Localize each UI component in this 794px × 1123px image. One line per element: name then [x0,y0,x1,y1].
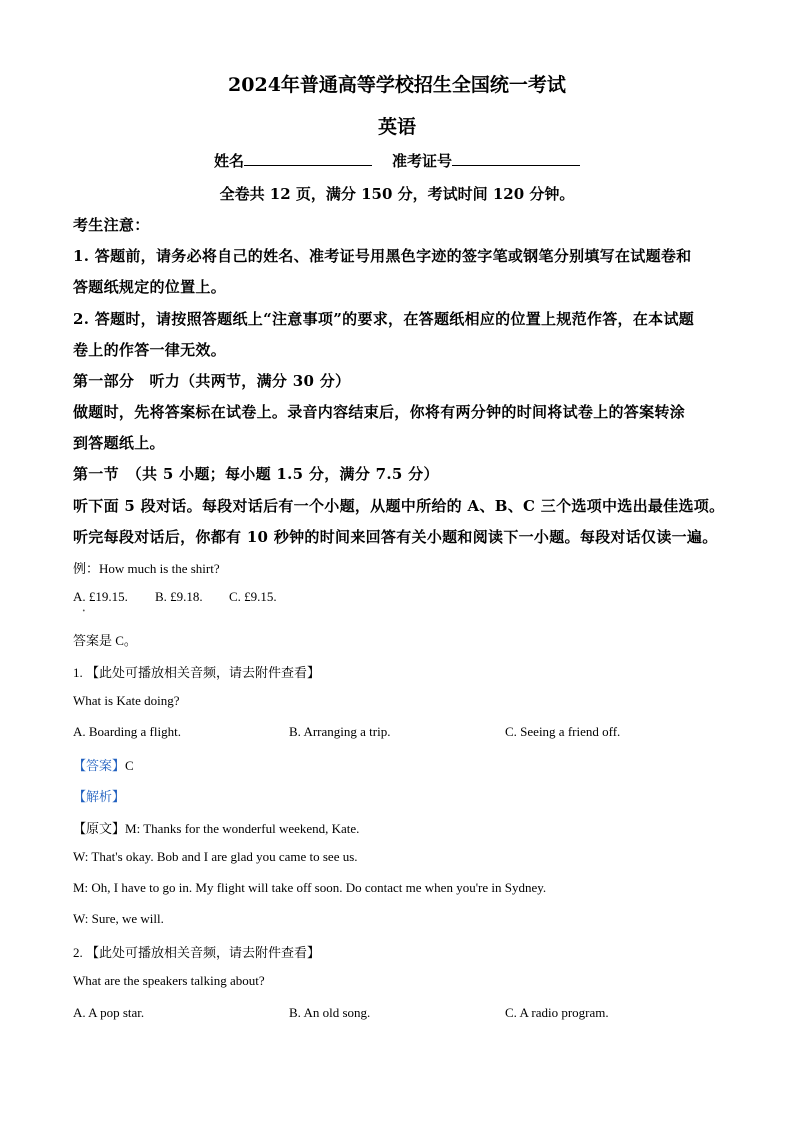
candidate-info-line [0,150,794,171]
name-label: 姓名 [213,152,244,170]
q2-option-a: A. A pop star. [73,1005,145,1020]
example-option-a: A. £19.15. [73,589,128,604]
answer-value: C [125,758,134,773]
transcript-text: M: Thanks for the wonderful weekend, Kate. [125,821,360,836]
example-option-b: B. £9.18. [155,589,203,604]
analysis-tag: 【解析】 [73,789,126,804]
q2-audio-prompt[interactable]: 2. 【此处可播放相关音频，请去附件查看】 [73,945,321,960]
part1-heading: 第一部分 听力（共两节，满分 30 分） [73,372,351,390]
example-question: 例：How much is the shirt? [73,561,220,576]
section1-instruction-line-2: 听完每段对话后，你都有 10 秒钟的时间来回答有关小题和阅读下一小题。每段对话仅读一遍。 [73,528,718,546]
stray-dot: • [82,608,86,615]
part1-intro-line-2: 到答题纸上。 [73,434,165,452]
section1-instruction-line-1: 听下面 5 段对话。每段对话后有一个小题，从题中所给的 A、B、C 三个选项中选出最佳选项。 [73,497,725,515]
q1-transcript-line-3: M: Oh, I have to go in. My flight will take off soon. Do contact me when you're in Sydney. [73,880,547,895]
q1-option-c: C. Seeing a friend off. [505,724,621,739]
q2-option-c: C. A radio program. [505,1005,609,1020]
exam-title: 2024年普通高等学校招生全国统一考试 [228,74,566,96]
q1-option-a: A. Boarding a flight. [73,724,181,739]
example-option-c: C. £9.15. [229,589,277,604]
notice-item-1-line-2: 答题纸规定的位置上。 [73,278,227,296]
notice-item-1-line-1: 1. 答题前，请务必将自己的姓名、准考证号用黑色字迹的签字笔或钢笔分别填写在试题卷和 [73,247,692,265]
exam-totals: 全卷共 12 页，满分 150 分，考试时间 120 分钟。 [219,185,575,203]
section1-heading: 第一节 （共 5 小题；每小题 1.5 分，满分 7.5 分） [73,465,439,483]
q1-analysis-tag [73,786,125,805]
transcript-tag: 【原文】 [73,821,126,836]
q2-option-b: B. An old song. [289,1005,371,1020]
example-answer: 答案是 C。 [73,633,137,648]
name-blank[interactable] [244,151,372,166]
q1-transcript-line-1 [73,818,359,837]
answer-tag: 【答案】 [73,758,126,773]
part1-intro-line-1: 做题时，先将答案标在试卷上。录音内容结束后，你将有两分钟的时间将试卷上的答案转涂 [73,403,686,421]
id-blank[interactable] [452,151,580,166]
notice-heading: 考生注意： [73,216,150,234]
notice-item-2-line-1: 2. 答题时，请按照答题纸上“注意事项”的要求，在答题纸相应的位置上规范作答，在本试题 [73,310,695,328]
q1-answer [73,755,134,774]
q1-transcript-line-2: W: That's okay. Bob and I are glad you came to see us. [73,849,358,864]
q1-question: What is Kate doing? [73,693,180,708]
q1-audio-prompt[interactable]: 1. 【此处可播放相关音频，请去附件查看】 [73,665,321,680]
id-label: 准考证号 [392,152,453,170]
subject-title: 英语 [377,116,416,138]
q1-transcript-line-4: W: Sure, we will. [73,911,164,926]
notice-item-2-line-2: 卷上的作答一律无效。 [73,341,227,359]
q1-option-b: B. Arranging a trip. [289,724,391,739]
q2-question: What are the speakers talking about? [73,973,265,988]
